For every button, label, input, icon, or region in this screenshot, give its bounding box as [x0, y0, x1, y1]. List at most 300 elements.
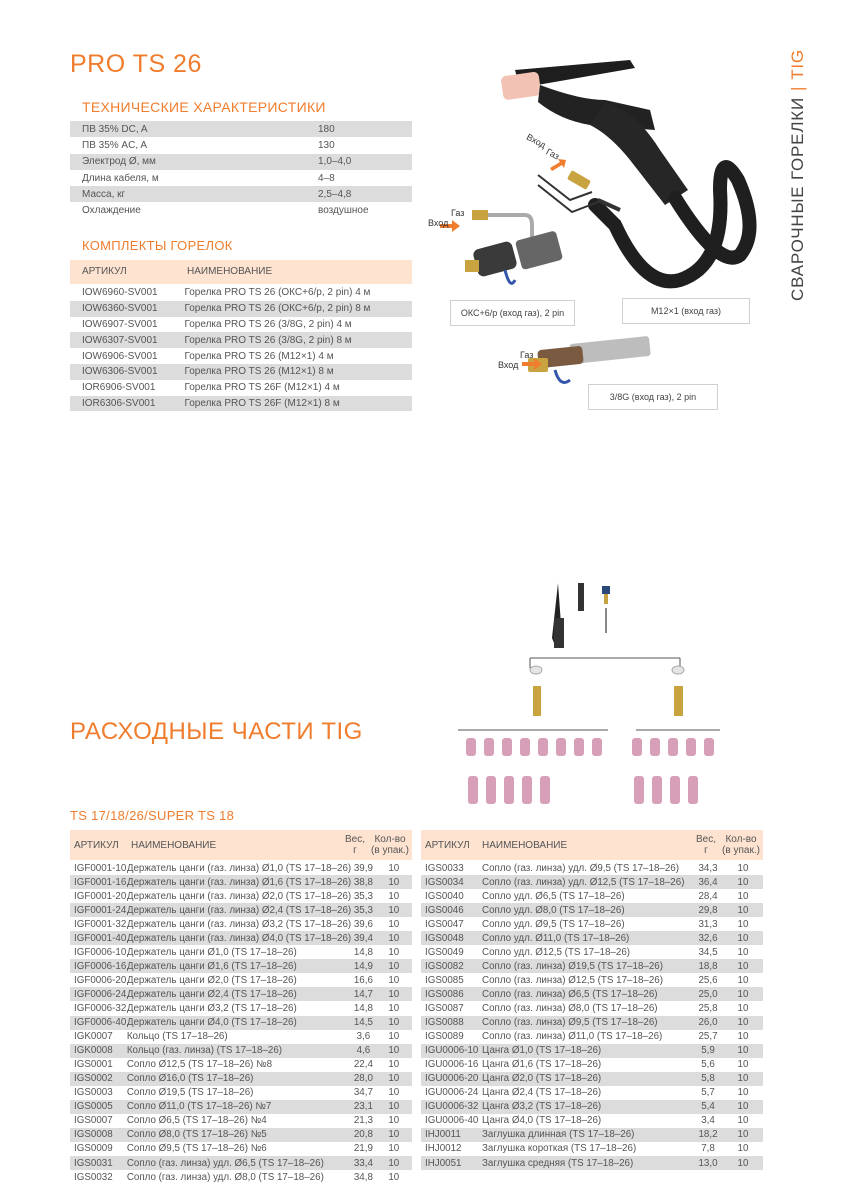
kit-sku: IOR6306-SV001	[70, 396, 184, 412]
part-name: Сопло Ø9,5 (TS 17–18–26) №6	[126, 1143, 267, 1155]
part-row	[70, 917, 412, 931]
spec-label: Охлаждение	[82, 205, 141, 217]
part-weight: 26,0	[693, 1016, 723, 1030]
part-sku: IGF0001-24	[70, 903, 127, 917]
part-weight: 5,7	[701, 1087, 715, 1099]
nozzle-part	[592, 738, 602, 756]
specs-table	[70, 121, 412, 219]
3-8g-connector	[528, 336, 651, 383]
part-sku: IHJ0051	[421, 1156, 482, 1170]
part-name: Держатель цанги (газ. линза) Ø1,6 (TS 17–18–26)	[126, 876, 352, 888]
kit-row	[70, 348, 412, 364]
kit-name: Горелка PRO TS 26 (ОКС+6/р, 2 pin) 8 м	[184, 301, 412, 317]
part-weight: 13,0	[693, 1156, 723, 1170]
part-sku: IGF0001-10	[74, 862, 127, 874]
part-row	[70, 987, 412, 1001]
part-qty: 10	[388, 1002, 400, 1014]
part-name: Сопло (газ. линза) Ø9,5 (TS 17–18–26)	[482, 1016, 693, 1030]
part-name: Сопло (газ. линза) Ø11,0 (TS 17–18–26)	[482, 1031, 663, 1043]
nozzle-part	[466, 738, 476, 756]
long-nozzle-part	[652, 776, 662, 804]
part-name: Сопло Ø19,5 (TS 17–18–26)	[126, 1087, 254, 1099]
part-weight: 3,6	[356, 1031, 371, 1043]
part-qty: 10	[388, 1171, 400, 1183]
torch-illustration	[420, 40, 780, 420]
part-name: Заглушка короткая (TS 17–18–26)	[482, 1143, 637, 1155]
part-row	[421, 945, 763, 959]
kits-table	[70, 285, 412, 411]
nozzle-part	[502, 738, 512, 756]
part-row	[421, 1058, 763, 1072]
long-nozzle-part	[670, 776, 680, 804]
kit-sku: IOR6906-SV001	[82, 382, 156, 394]
part-sku: IGS0047	[425, 918, 464, 930]
part-qty: 10	[388, 946, 400, 958]
part-name: Сопло удл. Ø8,0 (TS 17–18–26)	[482, 903, 693, 917]
part-qty: 10	[737, 1031, 749, 1043]
part-sku: IGU0006-32	[421, 1100, 482, 1114]
part-name: Держатель цанги Ø2,4 (TS 17–18–26)	[127, 987, 351, 1001]
consumables-title: РАСХОДНЫЕ ЧАСТИ TIG	[70, 718, 363, 745]
part-row	[421, 1001, 763, 1015]
part-name: Сопло удл. Ø12,5 (TS 17–18–26)	[482, 946, 631, 958]
part-sku: IGS0003	[74, 1087, 113, 1099]
part-weight: 39,6	[353, 918, 373, 930]
part-row	[70, 959, 412, 973]
part-name: Сопло (газ. линза) Ø6,5 (TS 17–18–26)	[482, 987, 693, 1001]
part-sku: IGS0048	[421, 931, 482, 945]
part-weight: 39,4	[351, 931, 375, 945]
spec-row	[70, 202, 412, 218]
part-name: Держатель цанги (газ. линза) Ø3,2 (TS 17–18–26)	[126, 918, 352, 930]
part-name: Сопло (газ. линза) удл. Ø9,5 (TS 17–18–26)	[482, 862, 680, 874]
part-name: Держатель цанги (газ. линза) Ø2,0 (TS 17–18–26)	[126, 890, 352, 902]
part-qty: 10	[376, 1156, 412, 1170]
part-name: Цанга Ø3,2 (TS 17–18–26)	[482, 1100, 693, 1114]
part-weight: 31,3	[698, 918, 718, 930]
spec-value: 2,5–4,8	[318, 186, 412, 202]
part-weight: 20,8	[351, 1128, 375, 1142]
part-row	[70, 1016, 412, 1030]
part-sku: IGU0006-10	[421, 1044, 482, 1058]
part-weight: 5,8	[693, 1072, 723, 1086]
kit-row	[70, 285, 412, 301]
spec-row	[70, 137, 412, 153]
part-name: Сопло Ø16,0 (TS 17–18–26)	[127, 1072, 351, 1086]
part-weight: 28,0	[351, 1072, 375, 1086]
col-sku: АРТИКУЛ	[74, 840, 119, 851]
part-row	[70, 1072, 412, 1086]
part-row	[70, 1030, 412, 1044]
part-qty: 10	[723, 1100, 763, 1114]
part-weight: 38,8	[351, 875, 375, 889]
part-qty: 10	[388, 918, 400, 930]
part-sku: IHJ0011	[421, 1128, 482, 1142]
part-row	[70, 861, 412, 875]
part-name: Держатель цанги Ø4,0 (TS 17–18–26)	[127, 1016, 351, 1030]
parts-right-header	[421, 830, 763, 860]
collet-body	[674, 686, 683, 716]
spec-value: 1,0–4,0	[318, 154, 412, 170]
spec-label: Электрод Ø, мм	[70, 154, 318, 170]
long-nozzle-part	[540, 776, 550, 804]
kit-row	[70, 396, 412, 412]
nozzle-part	[520, 738, 530, 756]
spec-row	[70, 170, 412, 186]
part-weight: 25,7	[698, 1031, 718, 1043]
part-name: Сопло Ø8,0 (TS 17–18–26) №5	[127, 1128, 351, 1142]
inlet-label-rot: Вход	[524, 131, 548, 151]
part-name: Держатель цанги Ø1,6 (TS 17–18–26)	[127, 959, 351, 973]
part-row	[70, 1170, 412, 1184]
part-weight: 16,6	[353, 974, 373, 986]
nozzles-row-a	[466, 738, 714, 756]
part-sku: IGS0089	[425, 1031, 464, 1043]
part-weight: 25,0	[693, 987, 723, 1001]
kit-sku: IOW6906-SV001	[82, 350, 158, 362]
kit-name: Горелка PRO TS 26 (M12×1) 4 м	[184, 350, 334, 362]
part-qty: 10	[737, 946, 749, 958]
kits-col-name: НАИМЕНОВАНИЕ	[187, 266, 273, 277]
part-qty: 10	[723, 931, 763, 945]
part-qty: 10	[376, 1044, 412, 1058]
part-name: Держатель цанги (газ. линза) Ø1,0 (TS 17–18–26)	[126, 862, 352, 874]
side-label-sep: |	[788, 85, 807, 91]
col-name: НАИМЕНОВАНИЕ	[482, 840, 568, 851]
nozzle-part	[632, 738, 642, 756]
part-weight: 5,4	[693, 1100, 723, 1114]
caption-38g: 3/8G (вход газ), 2 pin	[588, 384, 718, 410]
side-label-left: СВАРОЧНЫЕ ГОРЕЛКИ	[788, 96, 807, 301]
gas-label: Газ	[451, 208, 465, 218]
side-label-right: TIG	[788, 49, 807, 80]
gas-label-2: Газ	[520, 350, 534, 360]
spec-value: 180	[318, 121, 412, 137]
part-name: Цанга Ø2,0 (TS 17–18–26)	[482, 1072, 693, 1086]
part-weight: 25,8	[698, 1002, 718, 1014]
kit-row	[70, 364, 412, 380]
part-name: Сопло (газ. линза) Ø8,0 (TS 17–18–26)	[482, 1002, 658, 1014]
part-weight: 32,6	[693, 931, 723, 945]
long-nozzle-part	[486, 776, 496, 804]
part-weight: 29,8	[693, 903, 723, 917]
part-sku: IGS0046	[421, 903, 482, 917]
brass-fitting	[567, 170, 591, 190]
part-name: Кольцо (TS 17–18–26)	[126, 1031, 228, 1043]
part-qty: 10	[737, 890, 749, 902]
part-name: Цанга Ø1,6 (TS 17–18–26)	[482, 1059, 602, 1071]
nozzle-part	[686, 738, 696, 756]
part-qty: 10	[737, 862, 749, 874]
part-row	[421, 1128, 763, 1142]
specs-heading: ТЕХНИЧЕСКИЕ ХАРАКТЕРИСТИКИ	[82, 99, 326, 115]
part-row	[70, 1156, 412, 1170]
part-qty: 10	[388, 1059, 400, 1071]
kit-sku: IOW6306-SV001	[70, 364, 184, 380]
part-name: Цанга Ø4,0 (TS 17–18–26)	[482, 1115, 602, 1127]
part-qty: 10	[723, 1128, 763, 1142]
part-sku: IGS0086	[421, 987, 482, 1001]
kit-name: Горелка PRO TS 26 (3/8G, 2 pin) 8 м	[184, 332, 412, 348]
nozzle-part	[704, 738, 714, 756]
part-name: Держатель цанги Ø1,0 (TS 17–18–26)	[126, 946, 297, 958]
part-name: Сопло Ø6,5 (TS 17–18–26) №4	[126, 1115, 267, 1127]
side-label	[778, 50, 818, 300]
part-qty: 10	[737, 974, 749, 986]
part-sku: IGS0033	[425, 862, 464, 874]
part-weight: 25,6	[698, 974, 718, 986]
part-row	[70, 1001, 412, 1015]
part-row	[421, 1030, 763, 1044]
part-sku: IGS0087	[425, 1002, 464, 1014]
part-qty: 10	[388, 1143, 400, 1155]
part-sku: IGU0006-24	[425, 1087, 479, 1099]
part-name: Держатель цанги (газ. линза) Ø2,4 (TS 17–18–26)	[126, 904, 352, 916]
part-qty: 10	[376, 1128, 412, 1142]
col-name: НАИМЕНОВАНИЕ	[131, 840, 217, 851]
nozzle-part	[484, 738, 494, 756]
kits-table-header	[70, 260, 412, 284]
consumables-subtitle: TS 17/18/26/SUPER TS 18	[70, 808, 235, 823]
kit-sku: IOW6960-SV001	[82, 287, 158, 299]
part-sku: IGS0034	[421, 875, 482, 889]
part-row	[421, 875, 763, 889]
parts-diagram	[458, 578, 728, 818]
part-sku: IGS0002	[70, 1072, 127, 1086]
part-row	[70, 973, 412, 987]
part-row	[421, 973, 763, 987]
part-name: Сопло (газ. линза) Ø19,5 (TS 17–18–26)	[482, 959, 693, 973]
part-qty: 10	[723, 959, 763, 973]
part-qty: 10	[388, 1115, 400, 1127]
part-qty: 10	[388, 1031, 400, 1043]
part-row	[70, 889, 412, 903]
part-qty: 10	[723, 1016, 763, 1030]
part-row	[421, 931, 763, 945]
collet-body	[533, 686, 541, 716]
part-qty: 10	[737, 918, 749, 930]
part-qty: 10	[737, 1143, 749, 1155]
gas-label-rot: Газ	[544, 146, 561, 162]
part-qty: 10	[388, 890, 400, 902]
part-row	[70, 1086, 412, 1100]
part-weight: 35,3	[353, 890, 373, 902]
part-sku: IHJ0012	[425, 1143, 462, 1155]
part-row	[70, 1100, 412, 1114]
part-row	[421, 903, 763, 917]
part-row	[70, 875, 412, 889]
part-sku: IGF0001-16	[70, 875, 127, 889]
col-qty: Кол-во (в упак.)	[722, 834, 760, 856]
part-qty: 10	[388, 1087, 400, 1099]
part-weight: 14,8	[353, 946, 373, 958]
spec-value: 4–8	[318, 172, 335, 184]
part-sku: IGS0082	[421, 959, 482, 973]
part-weight: 22,4	[353, 1059, 373, 1071]
long-nozzle-part	[688, 776, 698, 804]
part-sku: IGF0006-40	[70, 1016, 127, 1030]
part-sku: IGF0001-32	[74, 918, 127, 930]
part-qty: 10	[376, 903, 412, 917]
part-name: Сопло удл. Ø6,5 (TS 17–18–26)	[482, 890, 625, 902]
parts-right-table	[421, 861, 763, 1170]
part-name: Сопло Ø11,0 (TS 17–18–26) №7	[127, 1100, 351, 1114]
part-qty: 10	[723, 1072, 763, 1086]
kits-col-sku: АРТИКУЛ	[82, 266, 127, 277]
long-nozzle-part	[522, 776, 532, 804]
inlet-label-2: Вход	[498, 360, 519, 370]
part-row	[421, 861, 763, 875]
parts-left-header	[70, 830, 412, 860]
part-weight: 14,5	[351, 1016, 375, 1030]
part-name: Цанга Ø1,0 (TS 17–18–26)	[482, 1044, 693, 1058]
part-sku: IGS0005	[70, 1100, 127, 1114]
part-row	[421, 1072, 763, 1086]
kit-name: Горелка PRO TS 26 (3/8G, 2 pin) 4 м	[184, 318, 352, 330]
part-weight: 33,4	[351, 1156, 375, 1170]
part-weight: 14,8	[353, 1002, 373, 1014]
part-row	[70, 1142, 412, 1156]
torch-body	[552, 583, 610, 648]
part-sku: IGF0006-16	[70, 959, 127, 973]
part-weight: 5,6	[701, 1059, 715, 1071]
col-weight: Вес, г	[344, 834, 365, 856]
part-qty: 10	[376, 1016, 412, 1030]
part-sku: IGK0008	[70, 1044, 127, 1058]
kit-sku: IOW6907-SV001	[82, 318, 158, 330]
part-weight: 28,4	[698, 890, 718, 902]
part-name: Держатель цанги Ø3,2 (TS 17–18–26)	[126, 1002, 297, 1014]
part-name: Сопло удл. Ø11,0 (TS 17–18–26)	[482, 931, 693, 945]
long-nozzle-part	[468, 776, 478, 804]
part-row	[421, 1044, 763, 1058]
arrow-icon	[550, 159, 566, 171]
part-row	[421, 1142, 763, 1156]
part-row	[421, 959, 763, 973]
spec-label: ПВ 35% DC, A	[70, 121, 318, 137]
part-name: Сопло (газ. линза) удл. Ø8,0 (TS 17–18–26)	[126, 1171, 324, 1183]
part-row	[70, 1058, 412, 1072]
spec-row	[70, 186, 412, 202]
part-name: Сопло (газ. линза) удл. Ø12,5 (TS 17–18–26)	[482, 875, 693, 889]
part-weight: 14,7	[351, 987, 375, 1001]
part-name: Держатель цанги (газ. линза) Ø4,0 (TS 17–18–26)	[126, 932, 352, 944]
part-weight: 23,1	[351, 1100, 375, 1114]
kit-sku: IOW6360-SV001	[70, 301, 184, 317]
part-row	[70, 903, 412, 917]
part-qty: 10	[723, 1044, 763, 1058]
part-sku: IGS0031	[70, 1156, 127, 1170]
nozzle-part	[556, 738, 566, 756]
part-name: Заглушка средняя (TS 17–18–26)	[482, 1156, 693, 1170]
kit-row	[70, 380, 412, 396]
part-row	[421, 1100, 763, 1114]
kit-name: Горелка PRO TS 26 (ОКС+6/р, 2 pin) 4 м	[184, 287, 371, 299]
part-weight: 7,8	[701, 1143, 715, 1155]
part-weight: 34,5	[698, 946, 718, 958]
part-qty: 10	[376, 1100, 412, 1114]
part-row	[421, 1086, 763, 1100]
nozzle-part	[538, 738, 548, 756]
part-name: Сопло (газ. линза) удл. Ø6,5 (TS 17–18–26)	[127, 1156, 351, 1170]
part-qty: 10	[376, 959, 412, 973]
part-qty: 10	[737, 1002, 749, 1014]
kit-row	[70, 317, 412, 333]
part-weight: 5,9	[693, 1044, 723, 1058]
part-sku: IGF0006-20	[74, 974, 127, 986]
part-row	[421, 1114, 763, 1128]
okc-connector	[465, 210, 563, 283]
page-title: PRO TS 26	[70, 50, 202, 78]
kit-row	[70, 301, 412, 317]
part-qty: 10	[388, 862, 400, 874]
part-weight: 34,7	[353, 1087, 373, 1099]
part-weight: 4,6	[351, 1044, 375, 1058]
spec-row	[70, 121, 412, 137]
part-row	[421, 1156, 763, 1170]
spec-label: ПВ 35% AC, A	[82, 139, 147, 151]
part-qty: 10	[376, 987, 412, 1001]
part-row	[70, 1114, 412, 1128]
part-sku: IGS0088	[421, 1016, 482, 1030]
part-sku: IGU0006-16	[425, 1059, 479, 1071]
spec-label: Длина кабеля, м	[82, 172, 159, 184]
part-weight: 34,8	[353, 1171, 373, 1183]
nozzle-part	[574, 738, 584, 756]
caption-okc: ОКС+6/р (вход газ), 2 pin	[450, 300, 575, 326]
part-sku: IGU0006-40	[425, 1115, 479, 1127]
part-weight: 14,9	[351, 959, 375, 973]
part-qty: 10	[737, 1059, 749, 1071]
part-qty: 10	[737, 1115, 749, 1127]
part-sku: IGS0001	[74, 1059, 113, 1071]
part-qty: 10	[376, 1072, 412, 1086]
spec-value: 130	[318, 139, 335, 151]
part-weight: 36,4	[693, 875, 723, 889]
kit-name: Горелка PRO TS 26F (M12×1) 4 м	[184, 382, 340, 394]
kit-name: Горелка PRO TS 26F (M12×1) 8 м	[184, 396, 412, 412]
part-row	[70, 1128, 412, 1142]
part-qty: 10	[723, 875, 763, 889]
kit-sku: IOW6307-SV001	[70, 332, 184, 348]
part-sku: IGS0049	[425, 946, 464, 958]
part-weight: 3,4	[701, 1115, 715, 1127]
part-name: Сопло Ø12,5 (TS 17–18–26) №8	[126, 1059, 273, 1071]
part-sku: IGS0040	[425, 890, 464, 902]
part-row	[421, 987, 763, 1001]
ring-part	[672, 666, 684, 674]
part-weight: 39,9	[353, 862, 373, 874]
long-nozzle-part	[634, 776, 644, 804]
part-row	[70, 1044, 412, 1058]
col-sku: АРТИКУЛ	[425, 840, 470, 851]
part-weight: 18,2	[693, 1128, 723, 1142]
ring-part	[530, 666, 542, 674]
part-name: Сопло (газ. линза) Ø12,5 (TS 17–18–26)	[482, 974, 664, 986]
part-name: Держатель цанги Ø2,0 (TS 17–18–26)	[126, 974, 297, 986]
part-sku: IGF0001-40	[70, 931, 127, 945]
col-qty: Кол-во (в упак.)	[371, 834, 409, 856]
part-sku: IGS0032	[74, 1171, 113, 1183]
part-qty: 10	[376, 875, 412, 889]
part-qty: 10	[723, 987, 763, 1001]
part-sku: IGK0007	[74, 1031, 113, 1043]
part-row	[70, 945, 412, 959]
part-row	[421, 889, 763, 903]
part-sku: IGF0001-20	[74, 890, 127, 902]
kit-row	[70, 332, 412, 348]
part-name: Цанга Ø2,4 (TS 17–18–26)	[482, 1087, 602, 1099]
